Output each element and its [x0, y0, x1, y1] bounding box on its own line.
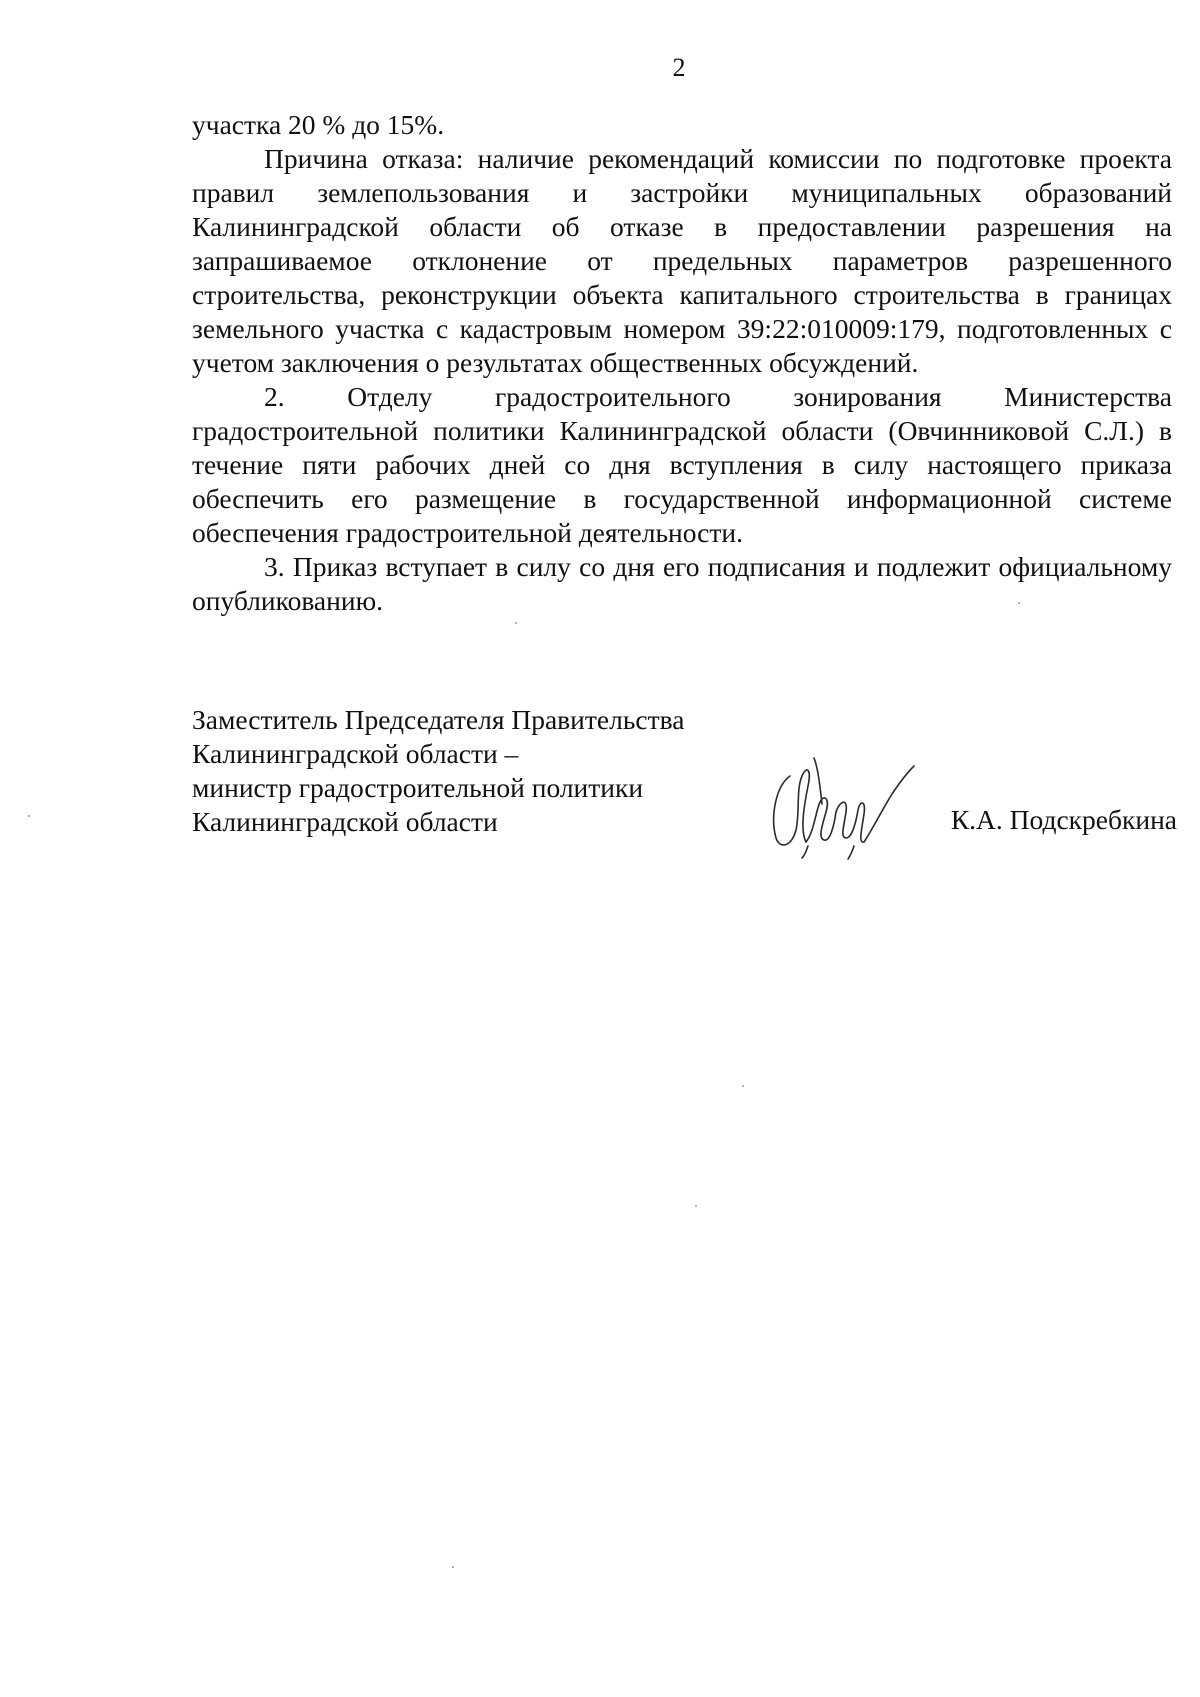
position-line: Калининградской области –: [192, 738, 519, 769]
scan-speck: [695, 1205, 697, 1207]
paragraph-refusal-reason: Причина отказа: наличие рекомендаций комиссии по подготовке проекта правил землепользования и застройки муниципальных образований Калининградской области об отказе в предоставлении разрешения на запрашиваемое отклонение от предельных параметров разрешенного строительства, реконструкции объекта капитального строительства в границах земельного участка с кадастровым номером 39:22:010009:179, подготовленных с учетом заключения о результатах общественных обсуждений.: [192, 143, 1172, 378]
position-line: министр градостроительной политики: [192, 772, 644, 803]
scan-speck: [515, 622, 517, 624]
position-line: Калининградской области: [192, 806, 498, 837]
paragraph-item-2: 2. Отделу градостроительного зонирования Министерства градостроительной политики Калининградской области (Овчинниковой С.Л.) в течение пяти рабочих дней со дня вступления в силу настоящего приказа обеспечить его размещение в государственной информационной системе обеспечения градостроительной деятельности.: [192, 381, 1172, 548]
scan-speck: [452, 1566, 454, 1568]
paragraph-item-3: 3. Приказ вступает в силу со дня его подписания и подлежит официальному опубликованию.: [192, 551, 1172, 616]
scan-speck: [1018, 602, 1020, 604]
handwritten-signature: [762, 746, 922, 861]
page-number: 2: [672, 53, 686, 82]
position-line: Заместитель Председателя Правительства: [192, 704, 685, 735]
paragraph-continuation: участка 20 % до 15%.: [192, 109, 445, 140]
document-body: [192, 108, 1172, 618]
scan-speck: [28, 815, 30, 817]
signature-block: [192, 703, 1177, 863]
signatory-position: [192, 703, 752, 839]
signatory-name: К.А. Подскребкина: [950, 804, 1177, 835]
scan-speck: [742, 1085, 744, 1087]
